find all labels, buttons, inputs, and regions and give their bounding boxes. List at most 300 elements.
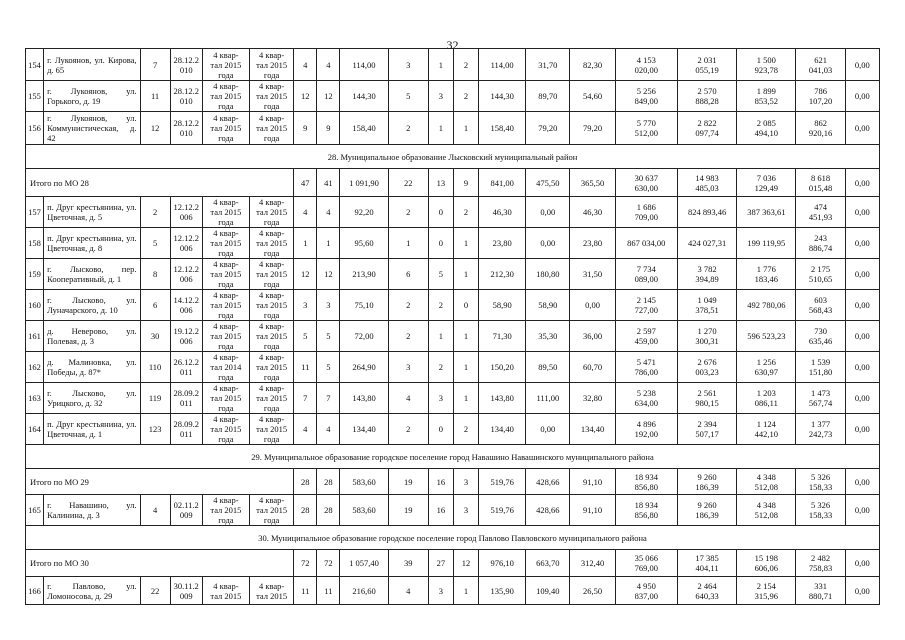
table-cell: 11 <box>140 81 170 112</box>
table-cell: 7 <box>140 49 170 81</box>
table-cell: 1 <box>428 49 453 81</box>
table-cell: 4 квар- тал 2015 года <box>250 321 294 352</box>
table-cell: 424 027,31 <box>677 228 736 259</box>
table-cell: 0,00 <box>845 414 879 445</box>
table-cell: 4 <box>294 414 317 445</box>
total-cell: 27 <box>428 550 453 577</box>
table-row <box>26 383 880 414</box>
table-cell: 4 <box>317 49 340 81</box>
table-cell: 492 780,06 <box>737 290 796 321</box>
address-cell: г. Лысково, ул. Урицкого, д. 32 <box>44 383 140 414</box>
total-cell: 14 983 485,03 <box>677 169 736 197</box>
table-cell: 1 776 183,46 <box>737 259 796 290</box>
table-cell: 2 561 980,15 <box>677 383 736 414</box>
table-cell: 2 570 888,28 <box>677 81 736 112</box>
table-cell: 0,00 <box>845 228 879 259</box>
total-cell: 28 <box>317 469 340 495</box>
table-row <box>26 112 880 145</box>
table-cell: 2 676 003,23 <box>677 352 736 383</box>
table-cell: 26,50 <box>570 577 615 605</box>
table-cell: 0,00 <box>845 321 879 352</box>
table-cell: 79,20 <box>526 112 570 145</box>
table-cell: 5 326 158,33 <box>796 495 845 526</box>
table-cell: 213,90 <box>340 259 388 290</box>
total-cell: 30 637 630,00 <box>615 169 677 197</box>
address-cell: п. Друг крестьянина, ул. Цветочная, д. 8 <box>44 228 140 259</box>
total-cell: 16 <box>428 469 453 495</box>
table-cell: 2 <box>388 290 428 321</box>
table-cell: 180,80 <box>526 259 570 290</box>
table-cell: 2 464 640,33 <box>677 577 736 605</box>
address-cell: г. Лукоянов, ул. Кирова, д. 65 <box>44 49 140 81</box>
total-cell: 12 <box>453 550 478 577</box>
table-cell: 519,76 <box>479 495 526 526</box>
table-cell: 4 <box>388 383 428 414</box>
total-cell: 0,00 <box>845 550 879 577</box>
table-cell: 4 153 020,00 <box>615 49 677 81</box>
table-row <box>26 352 880 383</box>
table-cell: 4 квар- тал 2015 года <box>250 414 294 445</box>
table-cell: 144,30 <box>479 81 526 112</box>
table-row <box>26 321 880 352</box>
table-cell: 134,40 <box>340 414 388 445</box>
table-cell: 91,10 <box>570 495 615 526</box>
table-cell: 2 <box>388 197 428 228</box>
address-cell: г. Навашино, ул. Калинина, д. 3 <box>44 495 140 526</box>
table-cell: 867 034,00 <box>615 228 677 259</box>
table-cell: 19.12.2 006 <box>170 321 202 352</box>
table-cell: 0,00 <box>845 112 879 145</box>
table-cell: 12 <box>140 112 170 145</box>
table-cell: 6 <box>388 259 428 290</box>
total-cell: 475,50 <box>526 169 570 197</box>
table-cell: 1 <box>428 321 453 352</box>
table-cell: 12.12.2 006 <box>170 259 202 290</box>
table-cell: 4 квар- тал 2015 года <box>202 383 249 414</box>
table-cell: 0,00 <box>526 228 570 259</box>
table-cell: 4 348 512,08 <box>737 495 796 526</box>
table-cell: 12 <box>294 259 317 290</box>
table-cell: 1 899 853,52 <box>737 81 796 112</box>
table-cell: 9 <box>294 112 317 145</box>
page-number: 32 <box>446 38 459 52</box>
table-cell: 31,70 <box>526 49 570 81</box>
table-row <box>26 577 880 605</box>
table-cell: 824 893,46 <box>677 197 736 228</box>
table-cell: 134,40 <box>570 414 615 445</box>
table-cell: 0,00 <box>845 577 879 605</box>
table-cell: 54,60 <box>570 81 615 112</box>
row-number-cell: 161 <box>26 321 44 352</box>
table-cell: 0,00 <box>845 81 879 112</box>
table-cell: 3 <box>294 290 317 321</box>
table-cell: 4 950 837,00 <box>615 577 677 605</box>
table-cell: 28.12.2 010 <box>170 112 202 145</box>
table-cell: 2 394 507,17 <box>677 414 736 445</box>
table-cell: 3 <box>317 290 340 321</box>
table-cell: 4 квар- тал 2015 года <box>202 495 249 526</box>
total-cell: 976,10 <box>479 550 526 577</box>
table-cell: 1 686 709,00 <box>615 197 677 228</box>
table-cell: 4 <box>140 495 170 526</box>
row-number-cell: 163 <box>26 383 44 414</box>
address-cell: г. Лукоянов, ул. Коммунистическая, д. 42 <box>44 112 140 145</box>
table-cell: 0 <box>428 197 453 228</box>
table-cell: 02.11.2 009 <box>170 495 202 526</box>
table-cell: 158,40 <box>340 112 388 145</box>
total-cell: 35 066 769,00 <box>615 550 677 577</box>
table-cell: 114,00 <box>479 49 526 81</box>
table-cell: 2 <box>453 414 478 445</box>
table-cell: 2 <box>140 197 170 228</box>
table-cell: 4 квар- тал 2015 года <box>202 259 249 290</box>
table-cell: 1 256 630,97 <box>737 352 796 383</box>
table-cell: 92,20 <box>340 197 388 228</box>
table-cell: 28.09.2 011 <box>170 414 202 445</box>
table-cell: 0,00 <box>845 495 879 526</box>
total-label: Итого по МО 29 <box>26 469 294 495</box>
table-cell: 2 822 097,74 <box>677 112 736 145</box>
table-cell: 1 377 242,73 <box>796 414 845 445</box>
total-cell: 47 <box>294 169 317 197</box>
total-cell: 1 091,90 <box>340 169 388 197</box>
table-cell: 4 квар- тал 2015 года <box>202 228 249 259</box>
table-cell: 1 <box>317 228 340 259</box>
table-cell: 5 <box>317 352 340 383</box>
table-cell: 1 <box>388 228 428 259</box>
table-cell: 28 <box>317 495 340 526</box>
table-cell: 89,50 <box>526 352 570 383</box>
table-cell: 212,30 <box>479 259 526 290</box>
table-cell: 1 270 300,31 <box>677 321 736 352</box>
total-cell: 365,50 <box>570 169 615 197</box>
table-cell: 4 <box>317 197 340 228</box>
table-cell: 4 квар- тал 2015 года <box>202 112 249 145</box>
table-cell: 0 <box>428 228 453 259</box>
table-cell: 4 квар- тал 2015 года <box>202 49 249 81</box>
table-cell: 30.11.2 009 <box>170 577 202 605</box>
total-cell: 0,00 <box>845 469 879 495</box>
table-cell: 243 886,74 <box>796 228 845 259</box>
table-cell: 4 квар- тал 2015 года <box>250 81 294 112</box>
table-cell: 4 896 192,00 <box>615 414 677 445</box>
table-cell: 4 <box>388 577 428 605</box>
table-cell: 4 квар- тал 2015 года <box>202 290 249 321</box>
total-cell: 72 <box>317 550 340 577</box>
table-row <box>26 228 880 259</box>
total-cell: 7 036 129,49 <box>737 169 796 197</box>
total-cell: 17 385 404,11 <box>677 550 736 577</box>
table-cell: 0,00 <box>570 290 615 321</box>
table-cell: 23,80 <box>479 228 526 259</box>
table-cell: 621 041,03 <box>796 49 845 81</box>
table-cell: 82,30 <box>570 49 615 81</box>
table-cell: 4 квар- тал 2015 года <box>202 81 249 112</box>
table-cell: 428,66 <box>526 495 570 526</box>
table-cell: 4 квар- тал 2015 года <box>250 495 294 526</box>
table-cell: 1 049 378,51 <box>677 290 736 321</box>
table-cell: 72,00 <box>340 321 388 352</box>
address-cell: д. Малиновка, ул. Победы, д. 87* <box>44 352 140 383</box>
table-cell: 0,00 <box>845 290 879 321</box>
table-cell: 60,70 <box>570 352 615 383</box>
table-cell: 216,60 <box>340 577 388 605</box>
row-number-cell: 160 <box>26 290 44 321</box>
table-cell: 199 119,95 <box>737 228 796 259</box>
table-cell: 1 539 151,80 <box>796 352 845 383</box>
total-cell: 15 198 606,06 <box>737 550 796 577</box>
table-cell: 11 <box>294 577 317 605</box>
table-cell: 1 <box>294 228 317 259</box>
table-cell: 7 <box>317 383 340 414</box>
table-cell: 4 <box>294 197 317 228</box>
table-cell: 28 <box>294 495 317 526</box>
table-cell: 4 квар- тал 2015 года <box>250 197 294 228</box>
table-cell: 4 квар- тал 2015 года <box>250 352 294 383</box>
table-cell: 11 <box>294 352 317 383</box>
address-cell: г. Лысково, пер. Кооперативный, д. 1 <box>44 259 140 290</box>
total-cell: 22 <box>388 169 428 197</box>
total-cell: 4 348 512,08 <box>737 469 796 495</box>
table-cell: 5 <box>140 228 170 259</box>
table-cell: 1 124 442,10 <box>737 414 796 445</box>
table-cell: 2 085 494,10 <box>737 112 796 145</box>
address-cell: п. Друг крестьянина, ул. Цветочная, д. 1 <box>44 414 140 445</box>
table-cell: 46,30 <box>570 197 615 228</box>
table-cell: 4 квар- тал 2014 года <box>202 352 249 383</box>
table-cell: 4 квар- тал 2015 года <box>250 112 294 145</box>
table-cell: 150,20 <box>479 352 526 383</box>
table-cell: 603 568,43 <box>796 290 845 321</box>
table-cell: 3 782 394,89 <box>677 259 736 290</box>
table-cell: 1 <box>453 321 478 352</box>
row-number-cell: 156 <box>26 112 44 145</box>
table-cell: 12 <box>294 81 317 112</box>
table-cell: 4 квар- тал 2015 <box>250 577 294 605</box>
table-cell: 2 175 510,65 <box>796 259 845 290</box>
total-cell: 8 618 015,48 <box>796 169 845 197</box>
table-cell: 387 363,61 <box>737 197 796 228</box>
table-cell: 3 <box>428 383 453 414</box>
table-row <box>26 49 880 81</box>
table-cell: 8 <box>140 259 170 290</box>
table-cell: 109,40 <box>526 577 570 605</box>
table-cell: 3 <box>388 352 428 383</box>
table-cell: 36,00 <box>570 321 615 352</box>
table-cell: 0,00 <box>845 259 879 290</box>
table-cell: 0,00 <box>845 49 879 81</box>
total-cell: 19 <box>388 469 428 495</box>
table-cell: 5 <box>294 321 317 352</box>
table-cell: 7 734 089,00 <box>615 259 677 290</box>
table-cell: 119 <box>140 383 170 414</box>
table-cell: 331 880,71 <box>796 577 845 605</box>
table-cell: 30 <box>140 321 170 352</box>
table-cell: 1 <box>428 112 453 145</box>
register-table <box>25 48 880 605</box>
table-cell: 58,90 <box>526 290 570 321</box>
table-cell: 135,90 <box>479 577 526 605</box>
table-cell: 16 <box>428 495 453 526</box>
table-cell: 862 920,16 <box>796 112 845 145</box>
table-cell: 0,00 <box>845 383 879 414</box>
table-cell: 2 <box>453 81 478 112</box>
total-cell: 18 934 856,80 <box>615 469 677 495</box>
table-cell: 4 квар- тал 2015 года <box>250 49 294 81</box>
section-title: 28. Муниципальное образование Лысковский муниципальный район <box>26 145 880 169</box>
section-header-row <box>26 526 880 550</box>
row-number-cell: 164 <box>26 414 44 445</box>
table-row <box>26 259 880 290</box>
table-cell: 583,60 <box>340 495 388 526</box>
table-cell: 11 <box>317 577 340 605</box>
table-cell: 32,80 <box>570 383 615 414</box>
table-cell: 14.12.2 006 <box>170 290 202 321</box>
table-cell: 19 <box>388 495 428 526</box>
total-cell: 663,70 <box>526 550 570 577</box>
table-cell: 12.12.2 006 <box>170 197 202 228</box>
table-cell: 730 635,46 <box>796 321 845 352</box>
table-cell: 143,80 <box>479 383 526 414</box>
table-cell: 5 <box>428 259 453 290</box>
table-row <box>26 495 880 526</box>
table-row <box>26 197 880 228</box>
total-cell: 41 <box>317 169 340 197</box>
table-cell: 0 <box>428 414 453 445</box>
table-cell: 28.09.2 011 <box>170 383 202 414</box>
table-cell: 4 квар- тал 2015 года <box>202 321 249 352</box>
table-cell: 1 203 086,11 <box>737 383 796 414</box>
row-number-cell: 155 <box>26 81 44 112</box>
section-header-row <box>26 145 880 169</box>
table-cell: 3 <box>428 577 453 605</box>
table-cell: 5 256 849,00 <box>615 81 677 112</box>
table-cell: 123 <box>140 414 170 445</box>
total-cell: 9 <box>453 169 478 197</box>
table-cell: 111,00 <box>526 383 570 414</box>
table-cell: 6 <box>140 290 170 321</box>
address-cell: д. Неверово, ул. Полевая, д. 3 <box>44 321 140 352</box>
total-label: Итого по МО 28 <box>26 169 294 197</box>
total-cell: 841,00 <box>479 169 526 197</box>
table-cell: 596 523,23 <box>737 321 796 352</box>
table-cell: 46,30 <box>479 197 526 228</box>
table-cell: 5 <box>388 81 428 112</box>
table-cell: 4 квар- тал 2015 <box>202 577 249 605</box>
table-cell: 1 <box>453 228 478 259</box>
table-cell: 144,30 <box>340 81 388 112</box>
section-header-row <box>26 445 880 469</box>
table-cell: 22 <box>140 577 170 605</box>
total-cell: 312,40 <box>570 550 615 577</box>
total-cell: 91,10 <box>570 469 615 495</box>
total-cell: 28 <box>294 469 317 495</box>
total-cell: 583,60 <box>340 469 388 495</box>
table-cell: 3 <box>388 49 428 81</box>
table-cell: 2 <box>428 290 453 321</box>
table-cell: 79,20 <box>570 112 615 145</box>
table-cell: 23,80 <box>570 228 615 259</box>
table-cell: 31,50 <box>570 259 615 290</box>
table-cell: 95,60 <box>340 228 388 259</box>
table-cell: 4 квар- тал 2015 года <box>202 197 249 228</box>
total-cell: 13 <box>428 169 453 197</box>
table-cell: 158,40 <box>479 112 526 145</box>
row-number-cell: 154 <box>26 49 44 81</box>
table-cell: 4 квар- тал 2015 года <box>250 259 294 290</box>
total-cell: 72 <box>294 550 317 577</box>
total-cell: 9 260 186,39 <box>677 469 736 495</box>
table-cell: 4 квар- тал 2015 года <box>202 414 249 445</box>
table-cell: 0,00 <box>845 352 879 383</box>
table-cell: 2 154 315,96 <box>737 577 796 605</box>
row-number-cell: 165 <box>26 495 44 526</box>
row-number-cell: 166 <box>26 577 44 605</box>
table-cell: 264,90 <box>340 352 388 383</box>
total-cell: 0,00 <box>845 169 879 197</box>
address-cell: г. Лукоянов, ул. Горького, д. 19 <box>44 81 140 112</box>
table-cell: 1 <box>453 383 478 414</box>
table-cell: 1 473 567,74 <box>796 383 845 414</box>
table-cell: 1 <box>453 259 478 290</box>
table-cell: 12 <box>317 259 340 290</box>
table-row <box>26 290 880 321</box>
table-cell: 75,10 <box>340 290 388 321</box>
address-cell: г. Лысково, ул. Луначарского, д. 10 <box>44 290 140 321</box>
row-number-cell: 159 <box>26 259 44 290</box>
table-row <box>26 414 880 445</box>
table-cell: 110 <box>140 352 170 383</box>
table-cell: 0,00 <box>845 197 879 228</box>
table-cell: 2 145 727,00 <box>615 290 677 321</box>
table-cell: 143,80 <box>340 383 388 414</box>
table-cell: 114,00 <box>340 49 388 81</box>
address-cell: п. Друг крестьянина, ул. Цветочная, д. 5 <box>44 197 140 228</box>
table-cell: 12.12.2 006 <box>170 228 202 259</box>
total-label: Итого по МО 30 <box>26 550 294 577</box>
total-cell: 519,76 <box>479 469 526 495</box>
table-cell: 0,00 <box>526 414 570 445</box>
table-cell: 9 260 186,39 <box>677 495 736 526</box>
table-cell: 3 <box>453 495 478 526</box>
section-title: 30. Муниципальное образование городское поселение город Павлово Павловского муниципального района <box>26 526 880 550</box>
table-cell: 4 квар- тал 2015 года <box>250 383 294 414</box>
total-cell: 2 482 758,83 <box>796 550 845 577</box>
table-cell: 35,30 <box>526 321 570 352</box>
table-cell: 0,00 <box>526 197 570 228</box>
table-cell: 2 <box>453 49 478 81</box>
table-cell: 2 031 055,19 <box>677 49 736 81</box>
table-cell: 28.12.2 010 <box>170 49 202 81</box>
table-cell: 71,30 <box>479 321 526 352</box>
table-cell: 3 <box>428 81 453 112</box>
row-number-cell: 157 <box>26 197 44 228</box>
row-number-cell: 162 <box>26 352 44 383</box>
section-title: 29. Муниципальное образование городское поселение город Навашино Навашинского муниципального района <box>26 445 880 469</box>
table-cell: 1 <box>453 577 478 605</box>
total-row <box>26 169 880 197</box>
table-cell: 1 <box>453 112 478 145</box>
table-cell: 474 451,93 <box>796 197 845 228</box>
table-cell: 2 <box>388 112 428 145</box>
table-cell: 5 <box>317 321 340 352</box>
table-cell: 0 <box>453 290 478 321</box>
table-cell: 26.12.2 011 <box>170 352 202 383</box>
table-cell: 2 <box>388 414 428 445</box>
table-cell: 2 <box>428 352 453 383</box>
table-cell: 9 <box>317 112 340 145</box>
total-cell: 39 <box>388 550 428 577</box>
